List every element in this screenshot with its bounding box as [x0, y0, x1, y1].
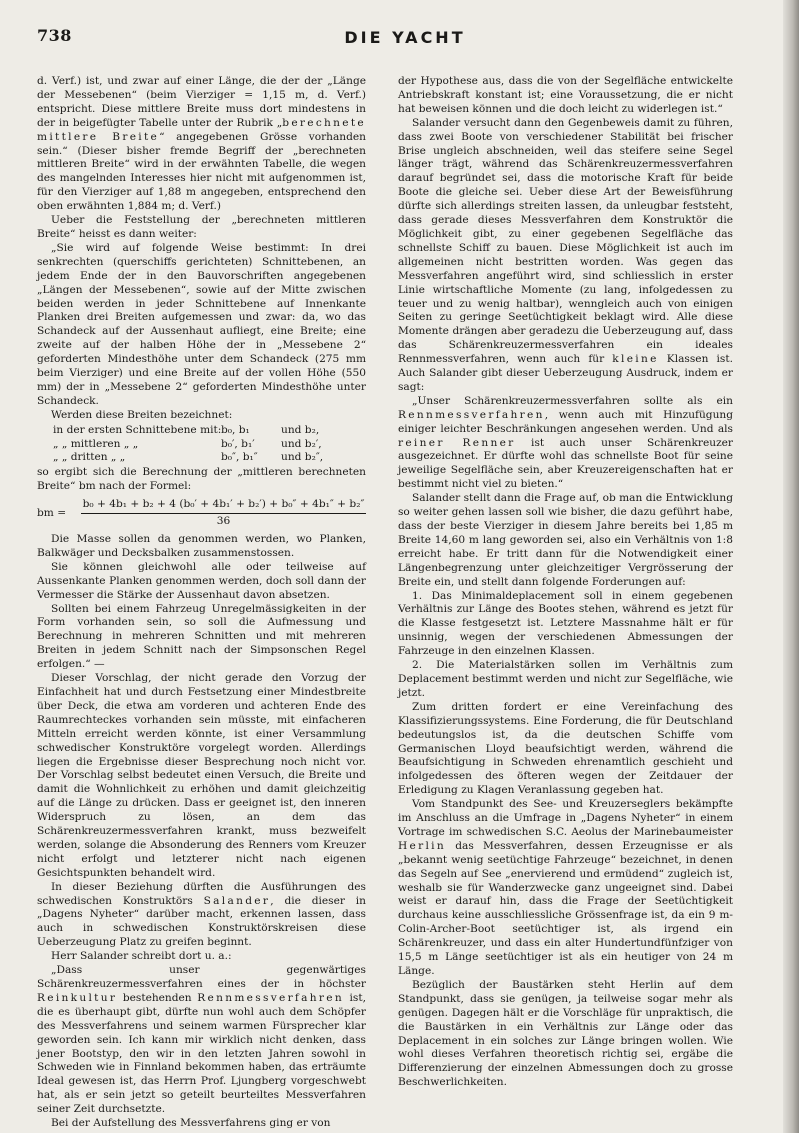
formula	[37, 498, 366, 529]
quote-paragraph: „Sie wird auf folgende Weise bestimmt: In drei senkrechten (querschiffs gerichteten) Schnittebenen, an jedem Ende der in den Bauvorschriften angegebenen „Längen der Messebenen“, sowie auf der Mitte zwischen beiden werden in jeder Schnittebene auf Innenkante Planken drei Breiten aufgemessen und zwar: da, wo das Schandeck auf der Aussenhaut aufliegt, eine Breite; eine zweite auf der halben Höhe der in „Messebene 2“ geforderten Mindesthöhe unter dem Schandeck (275 mm beim Vierziger) und eine Breite auf der vollen Höhe (550 mm) der in „Messebene 2“ geforderten Mindesthöhe unter Schandeck.	[37, 241, 366, 407]
paragraph: Salander versucht dann den Gegenbeweis damit zu führen, dass zwei Boote von verschiedener Stabilität bei frischer Brise ungleich abschneiden, weil das steifere seine Segel länger trägt, während das Schärenkreuzermessverfahren darauf begründet sei, dass die motorische Kraft für beide Boote die gleiche sei. Ueber diese Art der Beweisführung dürfte sich allerdings streiten lassen, da unleugbar feststeht, dass gerade dieses Messverfahren dem Konstruktör die Möglichkeit gibt, zu einer gegebenen Segelfläche das schnellste Schiff zu bauen. Diese Möglichkeit ist auch im allgemeinen nicht bestritten worden. Was gegen das Messverfahren angeführt wird, sind schliesslich in erster Linie wirtschaftliche Momente (zu lang, infolgedessen zu teuer und zu wenig haltbar), wenngleich auch von einigen Seiten zu geringe Seetüchtigkeit beklagt wird. Alle diese Momente drängen aber geradezu die Ueberzeugung auf, dass das Schärenkreuzermessverfahren ein ideales Rennmessverfahren, wenn auch für kleine Klassen ist. Auch Salander gibt dieser Ueberzeugung Ausdruck, indem er sagt:	[398, 116, 733, 393]
breiten-row: „ „ mittleren „ „ b₀′, b₁′ und b₂′,	[53, 437, 322, 450]
paragraph: Bezüglich der Baustärken steht Herlin auf dem Standpunkt, dass sie genügen, ja teilweise sogar mehr als genügen. Dagegen hält er die Vorschläge für unpraktisch, die die Baustärken in ein Verhältnis zur Länge oder das Deplacement in ein solches zur Länge bringen wollen. Wie wohl dieses Verfahren theoretisch richtig sei, ergäbe die Differenzierung der einzelnen Abmessungen doch zu grosse Beschwerlichkeiten.	[398, 978, 733, 1089]
quote-paragraph: „Unser Schärenkreuzermessverfahren sollte als ein Rennmessverfahren, wenn auch mit Hinzufügung einiger leichter Beschränkungen angesehen werden. Und als reiner Renner ist auch unser Schärenkreuzer ausgezeichnet. Er dürfte wohl das schnellste Boot für seine jeweilige Segelfläche sein, aber Kreuzereigenschaften hat er bestimmt nicht viel zu bieten.“	[398, 394, 733, 491]
breiten-row: „ „ dritten „ „ b₀″, b₁″ und b₂″,	[53, 451, 324, 464]
formula-numerator: b₀ + 4b₁ + b₂ + 4 (b₀′ + 4b₁′ + b₂′) + b₀″ + 4b₁″ + b₂″	[81, 498, 366, 514]
breiten-list	[37, 424, 366, 466]
paragraph: Herr Salander schreibt dort u. a.:	[51, 950, 232, 963]
page-edge-shadow	[783, 0, 799, 1133]
paragraph: Vom Standpunkt des See- und Kreuzerseglers bekämpfte im Anschluss an die Umfrage in „Dagens Nyheter“ in einem Vortrage im schwedischen S.C. Aeolus der Marinebaumeister Herlin das Messverfahren, dessen Erzeugnisse er als „bekannt wenig seetüchtige Fahrzeuge“ bezeichnet, in denen das Segeln auf See „enervierend und ermüdend“ zugleich ist, weshalb sie für Wanderzwecke ganz ungeeignet sind. Dabei weist er darauf hin, dass die Frage der Seetüchtigkeit durchaus keine ausschliessliche Grössenfrage ist, da ein 9 m-Colin-Archer-Boot seetüchtiger ist, als irgend ein Schärenkreuzer, und dass ein alter Hundertundfünfziger von 15,5 m Länge seetüchtiger ist als ein heutiger von 24 m Länge.	[398, 798, 733, 977]
paragraph: Zum dritten fordert er eine Vereinfachung des Klassifizierungssystems. Eine Forderung, die für Deutschland bedeutungslos ist, da die deutschen Schiffe vom Germanischen Lloyd beaufsichtigt werden, während die Beaufsichtigung in Schweden ehrenamtlich geschieht und infolgedessen des öfteren wegen der Zeitdauer der Erledigung zu Klagen Veranlassung gegeben hat.	[398, 700, 733, 797]
formula-denominator: 36	[216, 515, 231, 528]
paragraph: Dieser Vorschlag, der nicht gerade den Vorzug der Einfachheit hat und durch Festsetzung einer Mindestbreite über Deck, die etwa am vorderen und achteren Ende des Raumrechteckes vorhanden sein müsste, mit einfacheren Mitteln erreicht werden könnte, ist einer Versammlung schwedischer Konstruktöre vorgelegt worden. Allerdings liegen die Ergebnisse dieser Besprechung noch nicht vor. Der Vorschlag selbst bedeutet einen Versuch, die Breite und damit die Wohnlichkeit zu erhöhen und damit gleichzeitig auf die Länge zu drücken. Dass er geeignet ist, den inneren Widerspruch zu lösen, an dem das Schärenkreuzermessverfahren krankt, muss bezweifelt werden, solange die Absonderung des Renners vom Kreuzer nicht erfolgt und letzterer nicht nach eigenen Gesichtspunkten behandelt wird.	[37, 672, 366, 879]
paragraph: Salander stellt dann die Frage auf, ob man die Entwicklung so weiter gehen lassen soll wie bisher, die dazu geführt habe, dass der beste Vierziger in diesem Jahre bereits bei 1,85 m Breite 14,60 m lang geworden sei, also ein Verhältnis von 1:8 erreicht habe. Er tritt dann für die Notwendigkeit einer Längenbegrenzung unter gleichzeitiger Vergrösserung der Breite ein, und stellt dann folgende Forderungen auf:	[398, 492, 733, 588]
list-item: 1. Das Minimaldeplacement soll in einem gegebenen Verhältnis zur Länge des Bootes stehen, während es jetzt für die Klasse festgesetzt ist. Letztere Massnahme hält er für unsinnig, wegen der verschiedenen Abmessungen der Fahrzeuge in den einzelnen Klassen.	[398, 589, 733, 658]
formula-lhs: bm =	[37, 506, 67, 519]
left-column	[37, 75, 366, 1131]
paragraph: Sollten bei einem Fahrzeug Unregelmässigkeiten in der Form vorhanden sein, so soll die Aufmessung und Berechnung in mehreren Schnitten und mit mehreren Breiten in jedem Schnitt nach der Simpsonschen Regel erfolgen.“ —	[37, 602, 366, 671]
breiten-row: in der ersten Schnittebene mit: b₀, b₁ und b₂,	[53, 423, 320, 436]
paragraph: Werden diese Breiten bezeichnet:	[51, 408, 233, 421]
paragraph: In dieser Beziehung dürften die Ausführungen des schwedischen Konstruktörs Salander, die dieser in „Dagens Nyheter“ darüber macht, erkennen lassen, dass auch in schwedischen Konstruktörskreisen diese Ueberzeugung Platz zu greifen beginnt.	[37, 880, 366, 949]
list-item: 2. Die Materialstärken sollen im Verhältnis zum Deplacement bestimmt werden und nicht zur Segelfläche, wie jetzt.	[398, 659, 733, 699]
formula-fraction	[81, 498, 366, 529]
page-number: 738	[37, 26, 72, 45]
right-column	[398, 75, 733, 1090]
paragraph: Sie können gleichwohl alle oder teilweise auf Aussenkante Planken genommen werden, doch soll dann der Vermesser die Stärke der Aussenhaut davon absetzen.	[37, 560, 366, 601]
running-head: DIE YACHT	[344, 28, 466, 47]
paragraph: Die Masse sollen da genommen werden, wo Planken, Balkwäger und Decksbalken zusammenstossen.	[37, 533, 366, 559]
paragraph: Bei der Aufstellung des Messverfahrens ging er von	[51, 1117, 331, 1130]
paragraph: so ergibt sich die Berechnung der „mittleren berechneten Breite“ bm nach der Formel:	[37, 466, 366, 493]
paragraph: d. Verf.) ist, und zwar auf einer Länge, die der der „Länge der Messebenen“ (beim Vierziger = 1,15 m, d. Verf.) entspricht. Diese mittlere Breite muss dort mindestens in der in beigefügter Tabelle unter der Rubrik „berechnete mittlere Breite“ angegebenen Grösse vorhanden sein.“ (Dieser bisher fremde Begriff der „berechneten mittleren Breite“ wird in der erwähnten Tabelle, die wegen des mangelnden Interesses hier nicht mit aufgenommen ist, für den Vierziger auf 1,88 m angegeben, entsprechend den oben erwähnten 1,884 m; d. Verf.)	[37, 75, 366, 213]
quote-paragraph: „Dass unser gegenwärtiges Schärenkreuzermessverfahren eines der in höchster Reinkultur bestehenden Rennmessverfahren ist, die es überhaupt gibt, dürfte nun wohl auch dem Schöpfer des Messverfahrens und seinem warmen Fürsprecher klar geworden sein. Ich kann mir wirklich nicht denken, dass jener Bootstyp, den wir in den letzten Jahren sowohl in Schweden wie in Finnland bekommen haben, das erträumte Ideal gewesen ist, das Herrn Prof. Ljungberg vorgeschwebt hat, als er sein jetzt so geteilt beurteiltes Messverfahren seiner Zeit durchsetzte.	[37, 964, 366, 1116]
paragraph: Ueber die Feststellung der „berechneten mittleren Breite“ heisst es dann weiter:	[37, 214, 366, 240]
paragraph: der Hypothese aus, dass die von der Segelfläche entwickelte Antriebskraft konstant ist; eine Voraussetzung, die er nicht hat beweisen können und die doch leicht zu widerlegen ist.“	[398, 75, 733, 115]
